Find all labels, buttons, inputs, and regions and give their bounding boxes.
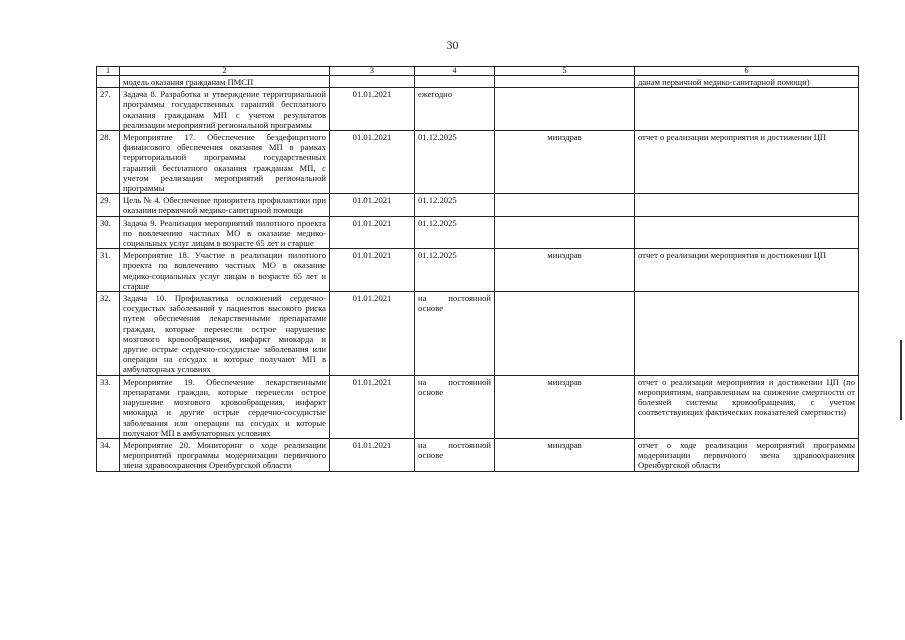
row-start-date	[330, 76, 415, 88]
row-result: отчет о реализации мероприятия и достижении ЦП	[635, 131, 859, 194]
column-number: 1	[97, 67, 120, 76]
row-result	[635, 216, 859, 249]
row-responsible	[495, 88, 635, 131]
row-number: 33.	[97, 375, 120, 438]
table-row	[97, 76, 859, 88]
row-result	[635, 292, 859, 376]
table-row	[97, 292, 859, 376]
row-end-date: 01.12.2025	[415, 249, 495, 292]
row-number: 32.	[97, 292, 120, 376]
row-number: 27.	[97, 88, 120, 131]
row-start-date: 01.01.2021	[330, 88, 415, 131]
row-number	[97, 76, 120, 88]
row-description: Задача 9. Реализация мероприятий пилотного проекта по вовлечению частных МО в оказание медико-социальных услуг лицам в возрасте 65 лет и старше	[120, 216, 330, 249]
table-row	[97, 194, 859, 216]
row-start-date: 01.01.2021	[330, 292, 415, 376]
column-number: 6	[635, 67, 859, 76]
row-description: Мероприятие 20. Мониторинг о ходе реализации мероприятий программы модернизации первичного звена здравоохранения Оренбургской области	[120, 438, 330, 471]
row-end-date: на постоянной основе	[415, 438, 495, 471]
row-responsible: минздрав	[495, 438, 635, 471]
row-start-date: 01.01.2021	[330, 131, 415, 194]
row-description: Мероприятие 19. Обеспечение лекарственными препаратами граждан, которые перенесли острое нарушение мозгового кровообращения, инфаркт миокарда и другие острые сердечно-сосудистые заболевания или операции на сосудах и которые получают МП в амбулаторных условиях	[120, 375, 330, 438]
row-responsible: минздрав	[495, 249, 635, 292]
column-number-row	[97, 67, 859, 76]
row-number: 34.	[97, 438, 120, 471]
row-responsible	[495, 292, 635, 376]
column-number: 3	[330, 67, 415, 76]
table-row	[97, 438, 859, 471]
column-number: 4	[415, 67, 495, 76]
row-end-date	[415, 76, 495, 88]
row-description: Задача 10. Профилактика осложнений сердечно-сосудистых заболеваний у пациентов высокого риска путем обеспечения лекарственными препаратами граждан, которые перенесли острое нарушение мозгового кровообращения, инфаркт миокарда и другие острые сердечно-сосудистые заболевания или операции на сосудах и которые получают МП в амбулаторных условиях	[120, 292, 330, 376]
row-result: отчет о реализации мероприятия и достижении ЦП (по мероприятиям, направленным на снижение смертности от болезней системы кровообращения, с учетом соответствующих фактических показателей смертности)	[635, 375, 859, 438]
plan-table	[96, 66, 859, 472]
row-description: Задача 8. Разработка и утверждение территориальной программы государственных гарантий бесплатного оказания гражданам МП с учетом результатов реализации мероприятий региональной программы	[120, 88, 330, 131]
row-responsible	[495, 194, 635, 216]
row-end-date: на постоянной основе	[415, 375, 495, 438]
table-row	[97, 131, 859, 194]
row-responsible	[495, 216, 635, 249]
row-number: 29.	[97, 194, 120, 216]
column-number: 2	[120, 67, 330, 76]
row-number: 28.	[97, 131, 120, 194]
row-result: данам первичной медико-санитарной помощи)	[635, 76, 859, 88]
row-result	[635, 88, 859, 131]
row-number: 30.	[97, 216, 120, 249]
row-start-date: 01.01.2021	[330, 194, 415, 216]
row-responsible: минздрав	[495, 131, 635, 194]
row-result: отчет о реализации мероприятия и достижении ЦП	[635, 249, 859, 292]
row-responsible: минздрав	[495, 375, 635, 438]
row-start-date: 01.01.2021	[330, 249, 415, 292]
table-row	[97, 249, 859, 292]
page-number: 30	[446, 38, 459, 52]
table-row	[97, 216, 859, 249]
row-end-date: 01.12.2025	[415, 131, 495, 194]
row-end-date: 01.12.2025	[415, 216, 495, 249]
row-description: Мероприятие 18. Участие в реализации пилотного проекта по вовлечению частных МО в оказание медико-социальных услуг лицам в возрасте 65 лет и старше	[120, 249, 330, 292]
row-description: Мероприятие 17. Обеспечение бездефицитного финансового обеспечения оказания МП в рамках территориальной программы государственных гарантий бесплатного оказания гражданам МП, с учетом реализации мероприятий региональной программы	[120, 131, 330, 194]
row-start-date: 01.01.2021	[330, 438, 415, 471]
row-end-date: ежегодно	[415, 88, 495, 131]
row-responsible	[495, 76, 635, 88]
table-row	[97, 88, 859, 131]
row-end-date: 01.12.2025	[415, 194, 495, 216]
row-end-date: на постоянной основе	[415, 292, 495, 376]
row-result	[635, 194, 859, 216]
row-description: Цель № 4. Обеспечение приоритета профилактики при оказании первичной медико-санитарной помощи	[120, 194, 330, 216]
table-row	[97, 375, 859, 438]
row-number: 31.	[97, 249, 120, 292]
row-description: модель оказания гражданам ПМСП	[120, 76, 330, 88]
column-number: 5	[495, 67, 635, 76]
row-result: отчет о ходе реализации мероприятий программы модернизации первичного звена здравоохранения Оренбургской области	[635, 438, 859, 471]
scan-edge-mark	[900, 340, 902, 420]
row-start-date: 01.01.2021	[330, 375, 415, 438]
row-start-date: 01.01.2021	[330, 216, 415, 249]
